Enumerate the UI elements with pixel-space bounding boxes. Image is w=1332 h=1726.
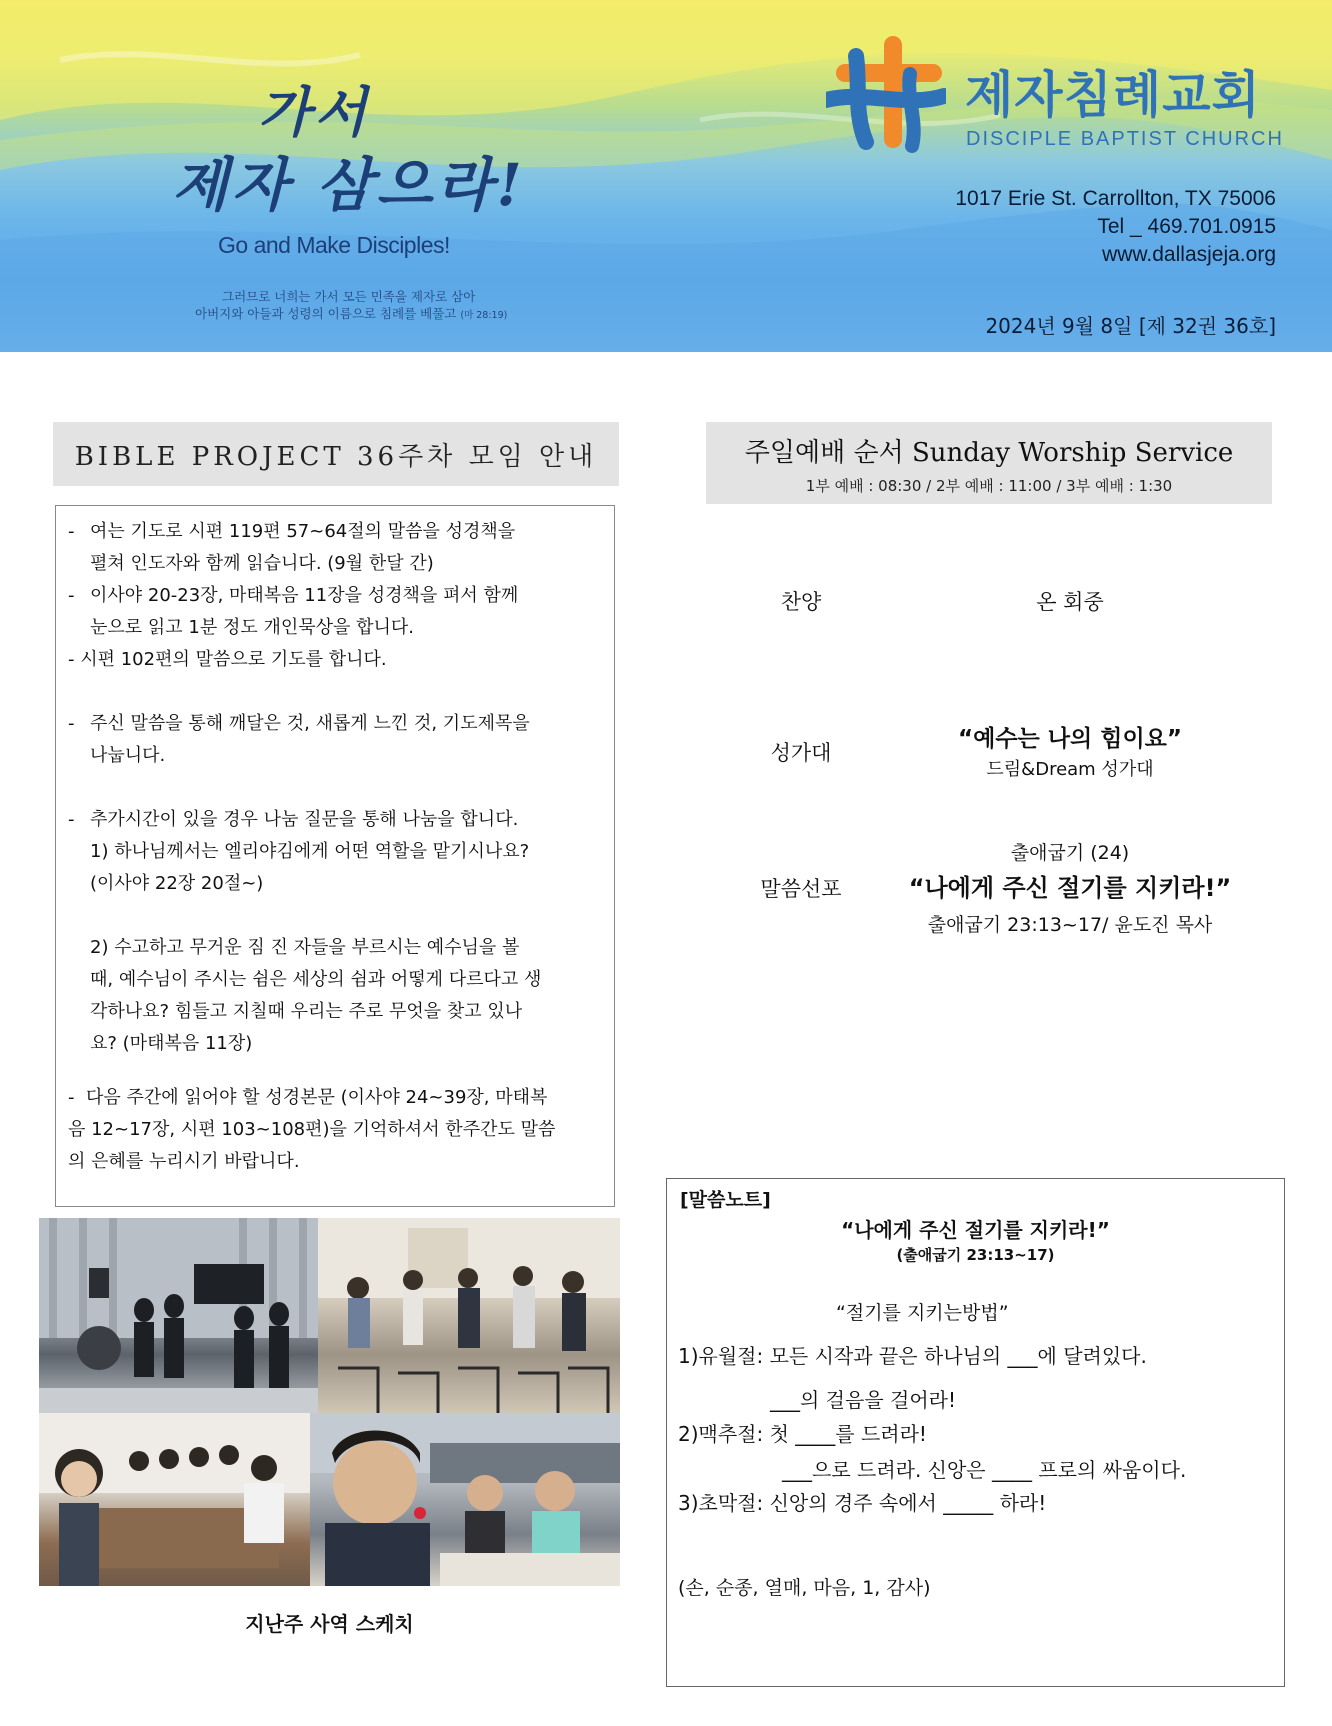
church-name-english: DISCIPLE BAPTIST CHURCH xyxy=(966,128,1284,150)
worship-label-sermon: 말씀선포 xyxy=(760,877,842,901)
bp-list-item xyxy=(68,708,604,772)
worship-title: 주일예배 순서 Sunday Worship Service xyxy=(744,438,1234,468)
bp-line: 요? (마태복음 11장) xyxy=(90,1033,253,1054)
note-line-harvest: 2)맥추절: 첫 ____를 드려라! xyxy=(678,1422,927,1446)
bp-list-item xyxy=(68,804,604,1060)
bp-line: 1) 하나님께서는 엘리야김에게 어떤 역할을 맡기시나요? xyxy=(90,841,530,862)
sermon-reference: 출애굽기 23:13~17/ 윤도진 목사 xyxy=(927,914,1213,936)
bible-project-box xyxy=(55,505,615,1207)
bullet-dash: - xyxy=(68,521,75,542)
bp-line: 때, 예수님이 주시는 쉼은 세상의 쉼과 어떻게 다르다고 생 xyxy=(90,969,542,990)
bp-list-item xyxy=(68,1082,604,1178)
photo-worship-band xyxy=(39,1218,318,1413)
bp-line: 음 12~17장, 시편 103~108편)을 기억하셔서 한주간도 말씀 xyxy=(68,1119,556,1140)
worship-content-praise: 온 회중 xyxy=(1036,590,1104,614)
bp-line xyxy=(68,1082,604,1114)
photo-group-table xyxy=(39,1413,310,1586)
banner-verse-text: 아버지와 아들과 성령의 이름으로 침례를 베풀고 xyxy=(195,306,457,321)
bullet-dash: - xyxy=(68,585,75,606)
sermon-notes-subtitle: “절기를 지키는방법” xyxy=(836,1302,1009,1324)
bp-line: - 시편 102편의 말씀으로 기도를 합니다. xyxy=(68,649,387,670)
sermon-notes-label: [말씀노트] xyxy=(680,1189,771,1211)
bp-line: 펼쳐 인도자와 함께 읽습니다. (9월 한달 간) xyxy=(90,553,434,574)
church-website-link[interactable]: www.dallasjeja.org xyxy=(1102,243,1276,266)
bp-line: 추가시간이 있을 경우 나눔 질문을 통해 나눔을 합니다. xyxy=(90,809,519,830)
sermon-series: 출애굽기 (24) xyxy=(1010,842,1130,864)
bp-line: 2) 수고하고 무거운 짐 진 자들을 부르시는 예수님을 볼 xyxy=(90,937,520,958)
choir-song-title: “예수는 나의 힘이요” xyxy=(958,726,1182,752)
bp-list-item xyxy=(68,516,604,580)
banner-script-line1: 가서 xyxy=(258,80,371,144)
note-line-passover-2: ___의 걸음을 걸어라! xyxy=(770,1388,956,1412)
photo-fellowship-selfie xyxy=(310,1413,620,1586)
bp-line: (이사야 22장 20절~) xyxy=(90,873,264,894)
note-line-passover: 1)유월절: 모든 시작과 끝은 하나님의 ___에 달려있다. xyxy=(678,1344,1147,1368)
banner-verse-ref: (마 28:19) xyxy=(460,310,508,321)
bp-line-text: 다음 주간에 읽어야 할 성경본문 (이사야 24~39장, 마태복 xyxy=(85,1087,548,1108)
note-line-harvest-2: ___으로 드려라. 신앙은 ____ 프로의 싸움이다. xyxy=(782,1458,1187,1482)
bullet-dash: - xyxy=(68,713,75,734)
sermon-notes-reference: (출애굽기 23:13~17) xyxy=(896,1246,1055,1264)
bp-line: 나눕니다. xyxy=(90,745,166,766)
church-cross-logo-icon xyxy=(826,34,946,154)
worship-header xyxy=(706,422,1272,504)
bp-line: 의 은혜를 누리시기 바랍니다. xyxy=(68,1151,300,1172)
header-banner xyxy=(0,0,1332,352)
banner-verse-line1: 그러므로 너희는 가서 모든 민족을 제자로 삼아 xyxy=(222,289,476,304)
note-line-tabernacles: 3)초막절: 신앙의 경주 속에서 _____ 하라! xyxy=(678,1491,1047,1515)
banner-slogan: Go and Make Disciples! xyxy=(218,232,450,258)
sermon-notes-title: “나에게 주신 절기를 지키라!” xyxy=(841,1218,1110,1242)
bp-line: 각하나요? 힘들고 지칠때 우리는 주로 무엇을 찾고 있나 xyxy=(90,1001,523,1022)
bullet-dash: - xyxy=(68,1087,75,1108)
church-phone: Tel _ 469.701.0915 xyxy=(1097,215,1276,238)
bp-line: 눈으로 읽고 1분 정도 개인묵상을 합니다. xyxy=(90,617,414,638)
bible-project-title: BIBLE PROJECT 36주차 모임 안내 xyxy=(74,441,598,472)
bp-line: 여는 기도로 시편 119편 57~64절의 말씀을 성경책을 xyxy=(90,521,516,542)
sermon-notes-answers: (손, 순종, 열매, 마음, 1, 감사) xyxy=(678,1577,931,1599)
choir-name: 드림&Dream 성가대 xyxy=(986,759,1154,780)
worship-times: 1부 예배 : 08:30 / 2부 예배 : 11:00 / 3부 예배 : 1:30 xyxy=(805,477,1173,495)
photo-kids-praise xyxy=(318,1218,620,1413)
bible-project-header xyxy=(53,422,619,486)
bulletin-issue-date: 2024년 9월 8일 [제 32권 36호] xyxy=(985,314,1276,338)
banner-script-line2: 제자 삼으라! xyxy=(172,151,526,219)
bullet-dash: - xyxy=(68,809,75,830)
worship-label-choir: 성가대 xyxy=(770,741,832,765)
bp-list-item xyxy=(68,580,604,644)
church-name-korean: 제자침례교회 xyxy=(965,67,1261,123)
worship-label-praise: 찬양 xyxy=(780,590,822,614)
church-address: 1017 Erie St. Carrollton, TX 75006 xyxy=(955,187,1276,210)
photo-caption: 지난주 사역 스케치 xyxy=(245,1612,414,1636)
bp-line: 이사야 20-23장, 마태복음 11장을 성경책을 펴서 함께 xyxy=(90,585,519,606)
bp-line: 주신 말씀을 통해 깨달은 것, 새롭게 느낀 것, 기도제목을 xyxy=(90,713,530,734)
sermon-title: “나에게 주신 절기를 지키라!” xyxy=(908,874,1232,902)
banner-verse-line2 xyxy=(195,304,507,322)
